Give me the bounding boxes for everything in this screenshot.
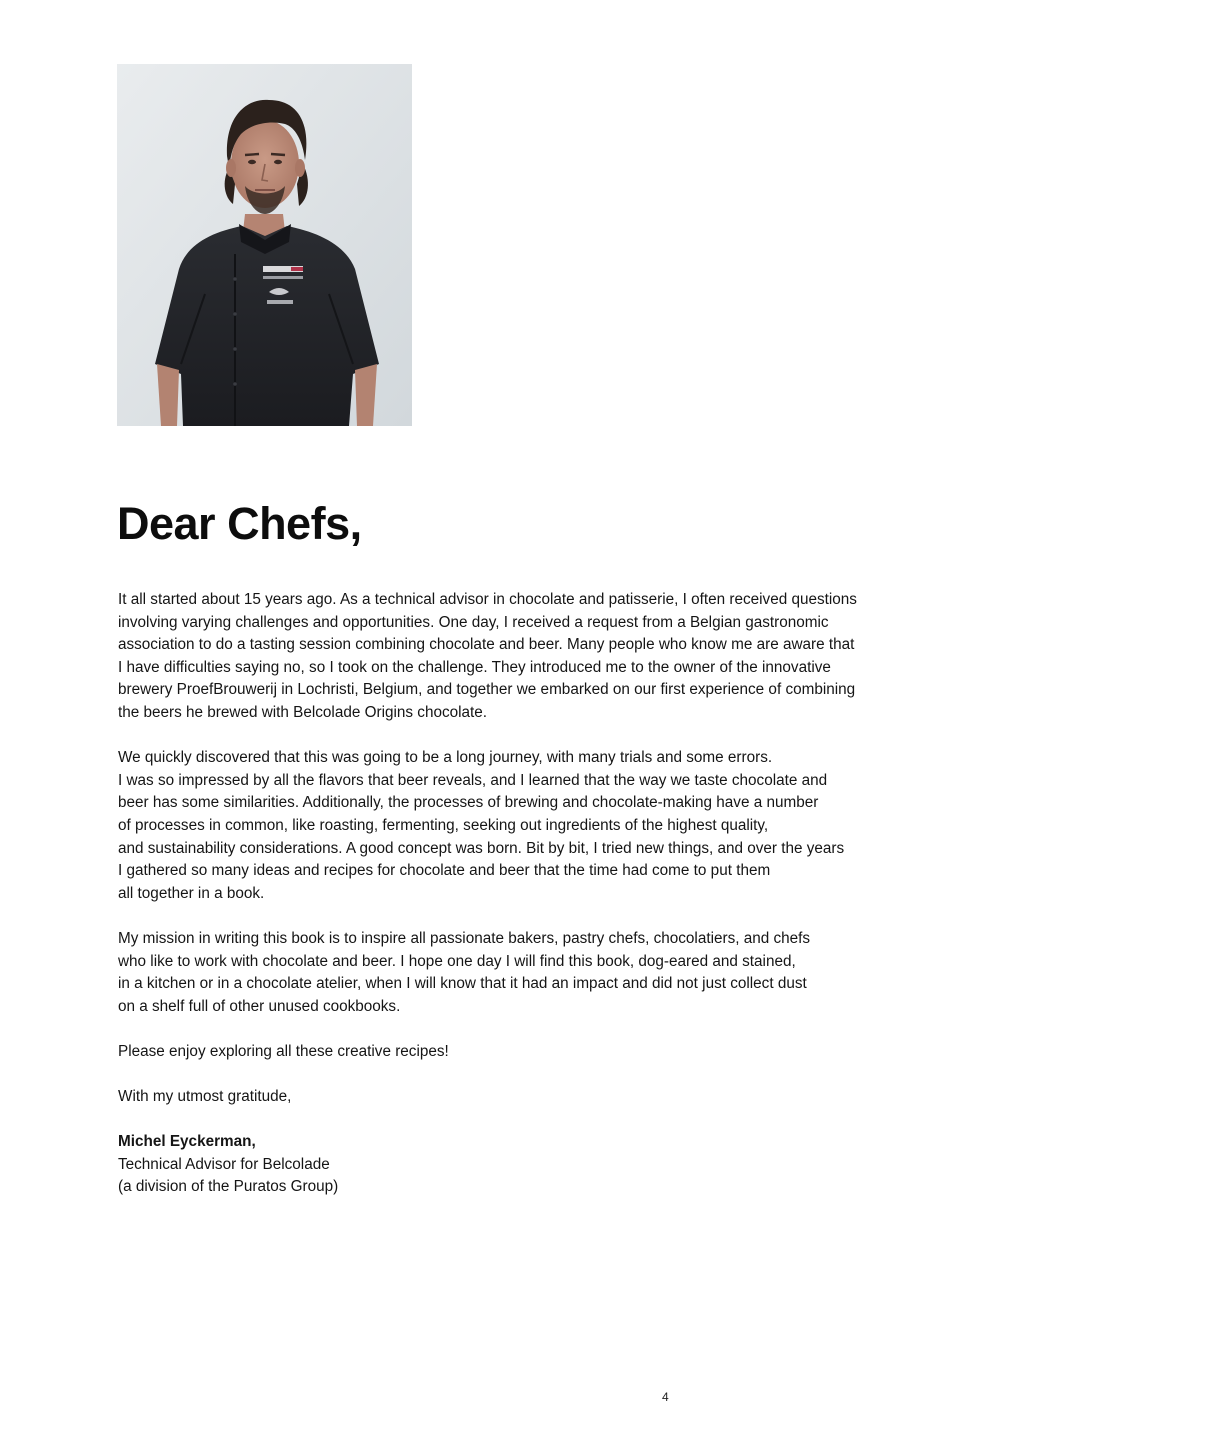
text-line: I was so impressed by all the flavors that beer reveals, and I learned that the way we taste chocolate and [118,771,828,789]
page-heading: Dear Chefs, [117,498,362,549]
text-line: on a shelf full of other unused cookbooks. [118,997,401,1015]
author-portrait-photo [117,64,412,426]
letter-body [118,589,918,1222]
text-line: We quickly discovered that this was going to be a long journey, with many trials and some errors. [118,749,773,767]
text-line: With my utmost gratitude, [118,1088,292,1106]
letter-paragraph [118,747,918,905]
signature-name: Michel Eyckerman, [118,1133,256,1151]
text-line: I gathered so many ideas and recipes for chocolate and beer that the time had come to put them [118,862,771,880]
page-number: 4 [662,1390,669,1404]
text-line: association to do a tasting session combining chocolate and beer. Many people who know me are aware that [118,636,855,654]
text-line: involving varying challenges and opportunities. One day, I received a request from a Belgian gastronomic [118,613,829,631]
text-line: all together in a book. [118,884,265,902]
text-line: the beers he brewed with Belcolade Origins chocolate. [118,703,488,721]
letter-paragraph [118,1041,918,1064]
letter-paragraph [118,928,918,1018]
text-line: I have difficulties saying no, so I took on the challenge. They introduced me to the owner of the innovative [118,658,831,676]
signature-company: (a division of the Puratos Group) [118,1178,339,1196]
text-line: brewery ProefBrouwerij in Lochristi, Belgium, and together we embarked on our first experience of combining [118,681,856,699]
portrait-illustration [117,64,412,426]
letter-paragraph [118,589,918,725]
closing-line [118,1086,918,1109]
text-line: in a kitchen or in a chocolate atelier, when I will know that it had an impact and did not just collect dust [118,975,807,993]
text-line: beer has some similarities. Additionally, the processes of brewing and chocolate-making have a number [118,794,819,812]
signature-title: Technical Advisor for Belcolade [118,1155,330,1173]
text-line: who like to work with chocolate and beer. I hope one day I will find this book, dog-eared and stained, [118,952,796,970]
signature-block [118,1131,918,1199]
text-line: My mission in writing this book is to inspire all passionate bakers, pastry chefs, chocolatiers, and chefs [118,929,811,947]
text-line: of processes in common, like roasting, fermenting, seeking out ingredients of the highest quality, [118,816,769,834]
text-line: Please enjoy exploring all these creative recipes! [118,1042,449,1060]
text-line: It all started about 15 years ago. As a technical advisor in chocolate and patisserie, I often received questions [118,591,857,608]
text-line: and sustainability considerations. A good concept was born. Bit by bit, I tried new things, and over the years [118,839,845,857]
